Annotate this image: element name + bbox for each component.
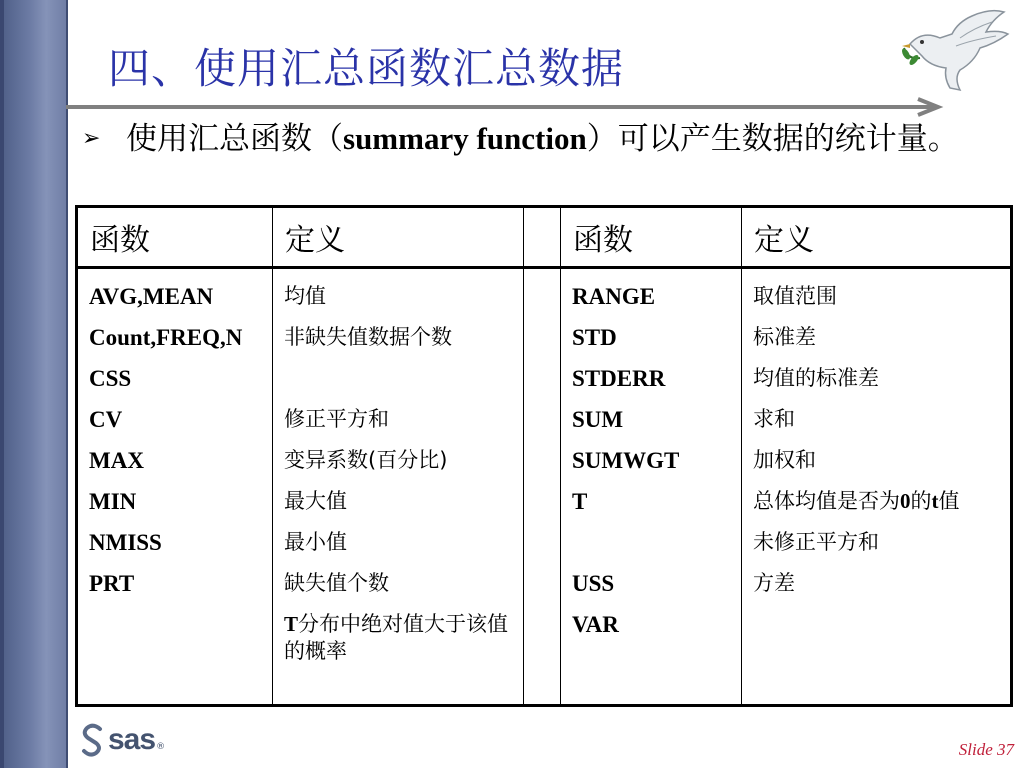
header-definition-right: 定义 [742,207,1012,268]
title-underline-arrow [66,96,946,118]
function-item: SUM [572,407,624,432]
left-sidebar-bar [0,0,68,768]
header-function-left: 函数 [77,207,273,268]
definition-item: 加权和 [753,448,816,472]
table-header-row [77,207,1012,268]
function-item: MIN [89,489,137,514]
function-item: USS [572,571,615,596]
slide-title: 四、使用汇总函数汇总数据 [108,44,625,93]
definition-item: T分布中绝对值大于该值的概率 [284,612,509,663]
bullet-arrow-icon: ➢ [82,126,101,151]
sas-logo [80,723,165,757]
definition-item: 均值 [284,284,326,308]
dove-icon [900,4,1012,96]
header-spacer [524,207,561,268]
function-item: NMISS [89,530,162,555]
function-item: AVG,MEAN [89,284,214,309]
function-item: CSS [89,366,132,391]
sas-logo-text: sas [108,723,156,756]
definition-item: 缺失值个数 [284,571,389,595]
bullet-text-before: 使用汇总函数（ [126,121,343,157]
left-functions-cell [77,268,273,706]
bullet-text-after: ）可以产生数据的统计量。 [586,121,959,157]
function-item: STD [572,325,617,350]
spacer-column-cell [524,268,561,706]
definition-item: 标准差 [753,325,816,349]
function-item: CV [89,407,123,432]
registered-mark: ® [156,742,166,752]
sas-logo-icon [80,723,106,757]
function-item: RANGE [572,284,656,309]
definition-item: 均值的标准差 [753,366,879,390]
function-item: STDERR [572,366,666,391]
definition-item: 修正平方和 [284,407,389,431]
right-definitions-cell [742,268,1012,706]
sidebar-edge [0,0,4,768]
definition-spacer [284,365,517,392]
function-item: Count,FREQ,N [89,325,243,350]
table-body-row [77,268,1012,706]
definition-item: 未修正平方和 [753,530,879,554]
summary-functions-table [75,205,1013,707]
definition-item: 非缺失值数据个数 [284,325,452,349]
header-definition-left: 定义 [273,207,524,268]
definition-item: 方差 [753,571,795,595]
definition-item: 求和 [753,407,795,431]
definition-item: 取值范围 [753,284,837,308]
slide-number [959,740,1014,760]
function-item: MAX [89,448,144,473]
slide-label: Slide [958,740,993,759]
bullet-point [82,118,977,160]
function-item: PRT [89,571,135,596]
definition-item: 总体均值是否为0的t值 [753,489,960,513]
function-spacer [572,529,735,556]
right-functions-cell [561,268,742,706]
left-definitions-cell [273,268,524,706]
function-item: SUMWGT [572,448,680,473]
bullet-text [126,118,977,160]
bullet-text-english: summary function [343,121,587,156]
function-item: T [572,489,588,514]
function-item: VAR [572,612,619,637]
definition-item: 变异系数(百分比) [284,448,448,472]
definition-item: 最小值 [284,530,347,554]
slide-number-value: 37 [997,740,1014,759]
definition-item: 最大值 [284,489,347,513]
header-function-right: 函数 [561,207,742,268]
